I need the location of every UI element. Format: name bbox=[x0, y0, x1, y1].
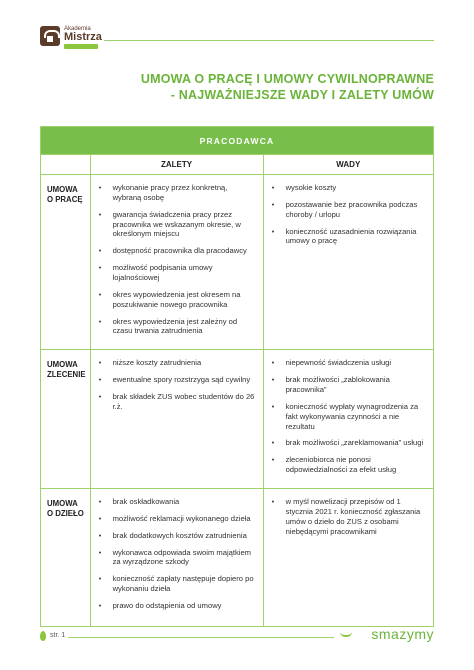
row-label: UMOWA O PRACĘ bbox=[41, 175, 91, 350]
brand-logo: smazymy bbox=[371, 626, 434, 642]
list-item: • w myśl nowelizacji przepisów od 1 stycznia 2021 r. konieczność zgłaszania umów o dzieło do ZUS z osobami niebędącymi pracownikami bbox=[272, 497, 427, 536]
footer-divider bbox=[68, 637, 334, 638]
list-item: • możliwość reklamacji wykonanego dzieła bbox=[99, 514, 257, 524]
list-item: • konieczność uzasadnienia rozwiązania umowy o pracę bbox=[272, 227, 427, 247]
zalety-cell bbox=[90, 350, 263, 489]
logo-line2: Mistrza bbox=[64, 31, 102, 43]
title-line1: UMOWA O PRACĘ I UMOWY CYWILNOPRAWNE bbox=[140, 72, 434, 86]
empty-corner-cell bbox=[41, 155, 91, 175]
list-item: • brak składek ZUS wobec studentów do 26 r.ż. bbox=[99, 392, 257, 412]
list-item: • okres wypowiedzenia jest okresem na poszukiwanie nowego pracownika bbox=[99, 290, 257, 310]
list-item: • zleceniobiorca nie ponosi odpowiedzialności za efekt usług bbox=[272, 455, 427, 475]
column-zalety: ZALETY bbox=[90, 155, 263, 175]
wady-cell bbox=[263, 175, 433, 350]
list-item: • wykonawca odpowiada swoim majątkiem za wyrządzone szkody bbox=[99, 548, 257, 568]
page-title bbox=[141, 72, 434, 103]
list-item: • gwarancja świadczenia pracy przez pracownika we wskazanym okresie, w określonym miejscu bbox=[99, 210, 257, 240]
list-item: • okres wypowiedzenia jest zależny od czasu trwania zatrudnienia bbox=[99, 317, 257, 337]
table-row bbox=[41, 489, 434, 627]
wady-cell bbox=[263, 489, 433, 627]
table-row bbox=[41, 175, 434, 350]
logo-badge bbox=[64, 44, 98, 49]
header-divider bbox=[104, 40, 434, 41]
list-item: • wysokie koszty bbox=[272, 183, 427, 193]
zalety-cell bbox=[90, 489, 263, 627]
zalety-cell bbox=[90, 175, 263, 350]
page-number: str. 1 bbox=[50, 632, 66, 639]
list-item: • brak możliwości „zablokowania pracownika” bbox=[272, 375, 427, 395]
list-item: • konieczność wypłaty wynagrodzenia za fakt wykonywania czynności a nie rezultatu bbox=[272, 402, 427, 432]
logo-line1: Akademia bbox=[64, 26, 91, 32]
list-item: • brak dodatkowych kosztów zatrudnienia bbox=[99, 531, 257, 541]
list-item: • prawo do odstąpienia od umowy bbox=[99, 601, 257, 611]
header-logo bbox=[40, 26, 102, 49]
list-item: • brak oskładkowania bbox=[99, 497, 257, 507]
list-item: • niższe koszty zatrudnienia bbox=[99, 358, 257, 368]
list-item: • możliwość podpisania umowy lojalnościowej bbox=[99, 263, 257, 283]
column-wady: WADY bbox=[263, 155, 433, 175]
wady-cell bbox=[263, 350, 433, 489]
list-item: • pozostawanie bez pracownika podczas choroby / urlopu bbox=[272, 200, 427, 220]
title-line2: - NAJWAŻNIEJSZE WADY I ZALETY UMÓW bbox=[170, 87, 434, 102]
table-row bbox=[41, 350, 434, 489]
akademia-mistrza-logo-icon bbox=[40, 26, 60, 46]
list-item: • wykonanie pracy przez konkretną, wybraną osobę bbox=[99, 183, 257, 203]
list-item: • brak możliwości „zareklamowania” usługi bbox=[272, 438, 427, 448]
row-label: UMOWA ZLECENIE bbox=[41, 350, 91, 489]
list-item: • ewentualne spory rozstrzyga sąd cywilny bbox=[99, 375, 257, 385]
leaf-icon bbox=[40, 631, 46, 641]
table-head-pracodawca: PRACODAWCA bbox=[41, 127, 434, 155]
list-item: • niepewność świadczenia usługi bbox=[272, 358, 427, 368]
row-label: UMOWA O DZIEŁO bbox=[41, 489, 91, 627]
list-item: • konieczność zapłaty następuje dopiero po wykonaniu dzieła bbox=[99, 574, 257, 594]
comparison-table bbox=[40, 126, 434, 627]
list-item: • dostępność pracownika dla pracodawcy bbox=[99, 246, 257, 256]
pan-icon bbox=[340, 632, 352, 637]
